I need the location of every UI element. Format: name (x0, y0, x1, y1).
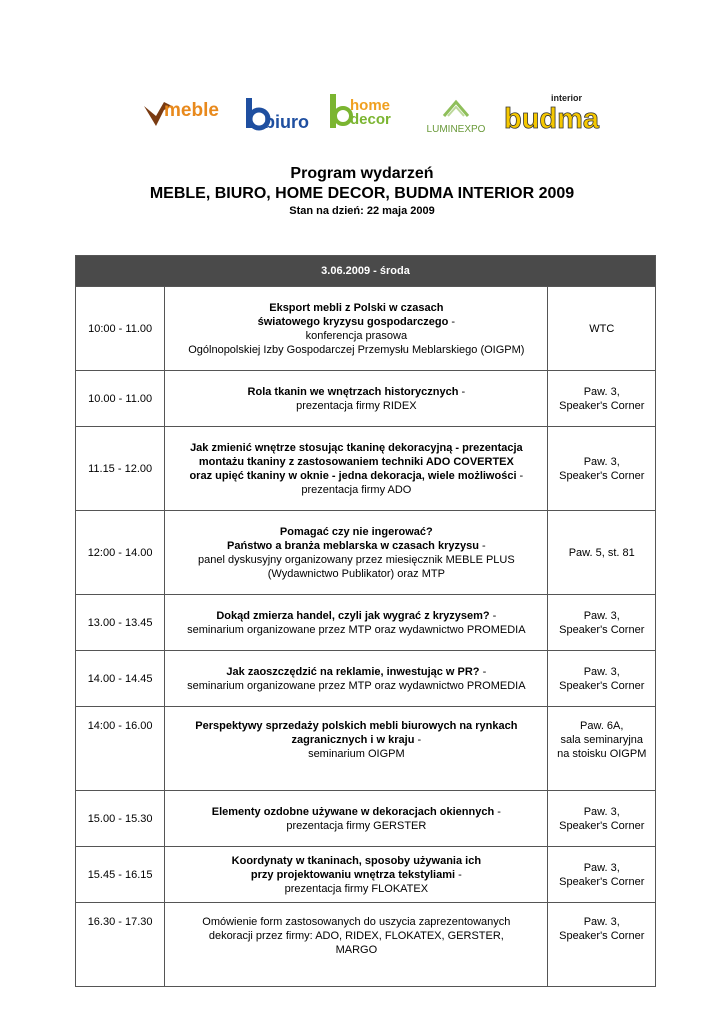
event-title-text: Dokąd zmierza handel, czyli jak wygrać z kryzysem? (216, 609, 490, 622)
event-detail-line: Omówienie form zastosowanych do uszycia zaprezentowanych (202, 916, 511, 928)
event-row (76, 427, 656, 511)
event-title-text: Koordynaty w tkaninach, sposoby używania ich (231, 854, 482, 867)
event-description (165, 595, 548, 651)
event-title-text: Elementy ozdobne używane w dekoracjach okiennych (211, 805, 495, 818)
schedule-table (75, 255, 656, 987)
event-title-text: Eksport mebli z Polski w czasach (269, 301, 444, 314)
event-location-line: sala seminaryjna (560, 734, 644, 746)
event-detail-line: konferencja prasowa (305, 329, 408, 342)
event-description (165, 791, 548, 847)
event-location-line: Paw. 5, st. 81 (568, 546, 635, 559)
event-detail-line: (Wydawnictwo Publikator) oraz MTP (267, 567, 445, 580)
event-location-line: Speaker's Corner (559, 875, 645, 888)
event-detail-line: MARGO (335, 944, 378, 956)
event-title-dash: - (448, 315, 456, 328)
event-title-text: zagranicznych i w kraju (291, 734, 415, 746)
event-title-dash: - (494, 805, 501, 818)
event-title-line (167, 385, 545, 399)
event-title-text: Perspektywy sprzedaży polskich mebli biurowych na rynkach (195, 720, 518, 732)
event-location-line: WTC (589, 322, 615, 335)
event-title-dash: - (516, 469, 524, 482)
event-title-text: Jak zmienić wnętrze stosując tkaninę dekoracyjną - prezentacja (190, 441, 523, 454)
event-time: 16.30 - 17.30 (76, 903, 165, 987)
event-title-dash: - (458, 385, 466, 398)
luminexpo-logo (418, 92, 494, 136)
page-title: Program wydarzeń (290, 165, 434, 182)
event-title-text: przy projektowaniu wnętrza tekstyliami (250, 868, 456, 881)
meble-logo (142, 92, 234, 136)
event-row (76, 595, 656, 651)
logo-strip (0, 92, 724, 136)
event-title-line (167, 539, 545, 553)
event-location (548, 287, 656, 371)
event-row (76, 791, 656, 847)
meble-wordmark: meble (164, 100, 219, 121)
event-title-text: montażu tkaniny z zastosowaniem techniki ADO COVERTEX (198, 455, 514, 468)
event-detail-line: prezentacja firmy ADO (301, 483, 412, 496)
event-title-line (167, 455, 545, 469)
event-location (548, 427, 656, 511)
event-location-line: Paw. 3, (583, 861, 620, 874)
event-title-dash: - (478, 539, 486, 552)
budma-wordmark: budma (504, 103, 600, 135)
event-time: 15.45 - 16.15 (76, 847, 165, 903)
event-title-dash: - (455, 868, 462, 881)
event-detail-line: seminarium organizowane przez MTP oraz wydawnictwo PROMEDIA (187, 623, 526, 636)
luminexpo-wordmark: LUMINEXPO (426, 124, 486, 135)
event-title-text: Państwo a branża meblarska w czasach kryzysu (227, 539, 479, 552)
event-detail-line: seminarium OIGPM (308, 748, 405, 760)
event-row (76, 511, 656, 595)
event-detail-line: prezentacja firmy RIDEX (296, 399, 417, 412)
day-header-row (76, 256, 656, 287)
event-description (165, 427, 548, 511)
event-detail-line: Ogólnopolskiej Izby Gospodarczej Przemysłu Meblarskiego (OIGPM) (188, 343, 525, 356)
event-title-line (167, 868, 545, 882)
event-title-line (167, 665, 545, 679)
day-header: 3.06.2009 - środa (76, 256, 656, 287)
event-description (165, 651, 548, 707)
event-title-line (167, 441, 545, 455)
event-description (165, 371, 548, 427)
event-row (76, 903, 656, 987)
event-title-line (167, 315, 545, 329)
event-location (548, 595, 656, 651)
event-title-dash: - (414, 734, 422, 746)
event-detail-line: panel dyskusyjny organizowany przez miesięcznik MEBLE PLUS (198, 553, 515, 566)
event-location-line: Paw. 3, (583, 805, 620, 818)
event-title-text: oraz upięć tkaniny w oknie - jedna dekoracja, wiele możliwości (189, 469, 517, 482)
event-location-line: Paw. 3, (583, 609, 620, 622)
event-location (548, 511, 656, 595)
event-location (548, 371, 656, 427)
event-location-line: Speaker's Corner (559, 399, 645, 412)
event-location-line: Paw. 3, (583, 385, 620, 398)
event-location (548, 903, 656, 987)
budma-logo (502, 92, 600, 136)
event-location (548, 707, 656, 791)
event-title-text: Jak zaoszczędzić na reklamie, inwestując w PR? (226, 665, 480, 678)
event-title-line (167, 719, 545, 733)
event-location-line: na stoisku OIGPM (557, 748, 647, 760)
event-time: 10.00 - 11.00 (76, 371, 165, 427)
event-row (76, 707, 656, 791)
biuro-wordmark: biuro (264, 112, 309, 132)
event-location-line: Speaker's Corner (559, 469, 645, 482)
event-time: 11.15 - 12.00 (76, 427, 165, 511)
event-names-title: MEBLE, BIURO, HOME DECOR, BUDMA INTERIOR 2009 (149, 185, 575, 202)
event-row (76, 371, 656, 427)
event-time: 15.00 - 15.30 (76, 791, 165, 847)
event-location (548, 847, 656, 903)
event-title-line (167, 854, 545, 868)
event-description (165, 847, 548, 903)
event-time: 14.00 - 14.45 (76, 651, 165, 707)
event-title-line (167, 805, 545, 819)
event-location-line: Speaker's Corner (559, 623, 645, 636)
status-date: Stan na dzień: 22 maja 2009 (289, 205, 435, 217)
biuro-logo (244, 92, 320, 136)
event-location (548, 791, 656, 847)
event-description (165, 287, 548, 371)
event-time: 10:00 - 11.00 (76, 287, 165, 371)
luminexpo-roof-mark (444, 102, 468, 116)
event-title-line (167, 609, 545, 623)
event-time: 14:00 - 16.00 (76, 707, 165, 791)
homedecor-logo (328, 92, 414, 136)
event-row (76, 847, 656, 903)
event-location-line: Paw. 3, (583, 665, 620, 678)
event-title-text: światowego kryzysu gospodarczego (257, 315, 449, 328)
event-title-dash: - (479, 665, 487, 678)
budma-interior-text: interior (550, 93, 582, 103)
event-detail-line: dekoracji przez firmy: ADO, RIDEX, FLOKATEX, GERSTER, (208, 930, 504, 942)
event-location-line: Paw. 3, (583, 916, 620, 928)
event-description (165, 511, 548, 595)
event-title-text: Rola tkanin we wnętrzach historycznych (247, 385, 459, 398)
homedecor-d-bowl (335, 108, 351, 124)
event-location (548, 651, 656, 707)
event-detail-line: seminarium organizowane przez MTP oraz wydawnictwo PROMEDIA (187, 679, 526, 692)
event-location-line: Paw. 6A, (580, 720, 624, 732)
event-title-line (167, 301, 545, 315)
homedecor-word-decor: decor (350, 111, 391, 128)
event-time: 13.00 - 13.45 (76, 595, 165, 651)
event-detail-line: prezentacja firmy GERSTER (286, 819, 427, 832)
event-title-line (167, 733, 545, 747)
event-row (76, 651, 656, 707)
event-row (76, 287, 656, 371)
event-title-line (167, 469, 545, 483)
homedecor-word-home: home (350, 97, 391, 114)
event-detail-line: prezentacja firmy FLOKATEX (284, 882, 429, 895)
event-description (165, 707, 548, 791)
event-title-dash: - (489, 609, 497, 622)
event-title-line (167, 525, 545, 539)
event-time: 12:00 - 14.00 (76, 511, 165, 595)
event-location-line: Speaker's Corner (559, 930, 645, 942)
document-heading (0, 164, 724, 218)
event-location-line: Paw. 3, (583, 455, 620, 468)
event-title-text: Pomagać czy nie ingerować? (279, 525, 433, 538)
event-location-line: Speaker's Corner (559, 819, 645, 832)
event-location-line: Speaker's Corner (559, 679, 645, 692)
event-description (165, 903, 548, 987)
